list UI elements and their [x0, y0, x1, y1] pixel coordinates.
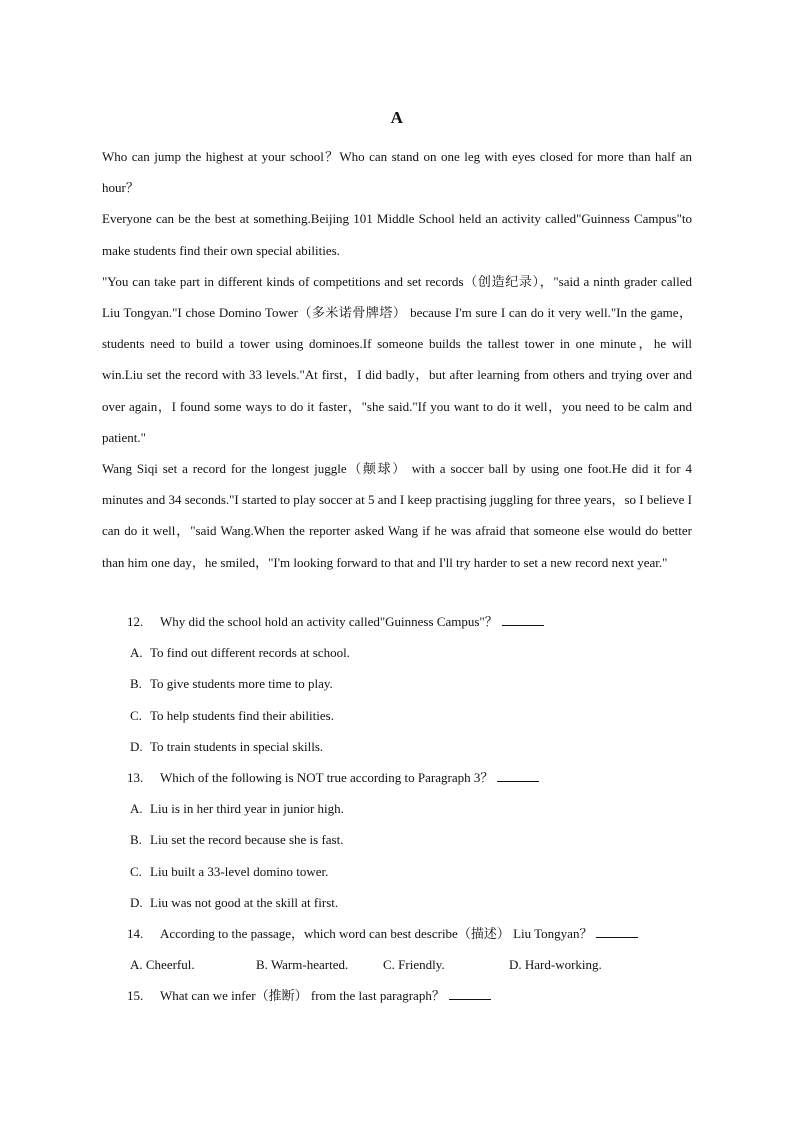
question-list	[102, 606, 692, 1012]
option-text: To find out different records at school.	[150, 645, 350, 661]
question-number: 14.	[127, 926, 144, 942]
option-text: To help students find their abilities.	[150, 707, 334, 723]
option-13-c[interactable]	[102, 856, 692, 887]
answer-blank[interactable]	[596, 925, 638, 938]
option-14-a[interactable]	[130, 949, 256, 980]
reading-passage	[102, 141, 692, 578]
answer-blank[interactable]	[497, 769, 539, 782]
option-letter: C.	[130, 863, 142, 879]
option-letter: A.	[130, 957, 143, 973]
option-letter: B.	[130, 832, 142, 848]
option-letter: B.	[256, 957, 268, 973]
question-15	[102, 980, 692, 1011]
section-title: A	[390, 108, 404, 127]
option-12-c[interactable]	[102, 700, 692, 731]
passage-paragraph-4: Wang Siqi set a record for the longest juggle（颠球） with a soccer ball by using one foot.He did it for 4 minutes and 34 seconds."I started to play soccer at 5 and I keep practising juggling for three years，so I believe I can do it well，"said Wang.When the reporter asked Wang if he was afraid that someone else would do better than him one day，he smiled，"I'm looking forward to that and I'll try harder to set a new record next year."	[102, 461, 692, 570]
options-row-14	[102, 949, 692, 980]
option-letter: A.	[130, 801, 143, 817]
option-13-d[interactable]	[102, 887, 692, 918]
question-13	[102, 762, 692, 793]
answer-blank[interactable]	[502, 613, 544, 626]
question-text: Why did the school hold an activity called"Guinness Campus"？	[160, 614, 498, 629]
option-letter: C.	[130, 707, 142, 723]
question-text: What can we infer（推断） from the last paragraph？	[160, 988, 445, 1004]
option-text: Warm-hearted.	[270, 957, 349, 973]
option-letter: A.	[130, 645, 143, 661]
option-text: Liu built a 33-level domino tower.	[150, 863, 329, 879]
passage-paragraph-2: Everyone can be the best at something.Beijing 101 Middle School held an activity called"Guinness Campus"to make students find their own special abilities.	[102, 211, 692, 258]
question-12	[102, 606, 692, 637]
question-14	[102, 918, 692, 949]
option-12-b[interactable]	[102, 668, 692, 699]
question-number: 13.	[127, 770, 144, 786]
option-text: To give students more time to play.	[150, 676, 333, 692]
question-number: 12.	[127, 614, 144, 629]
passage-paragraph-3: "You can take part in different kinds of competitions and set records（创造纪录），"said a ninth grader called Liu Tongyan."I chose Domino Tower（多米诺骨牌塔） because I'm sure I can do it very well."In the game，students need to build a tower using dominoes.If someone builds the tallest tower in one minute，he will win.Liu set the record with 33 levels."At first，I did badly，but after learning from others and trying over and over again，I found some ways to do it faster，"she said."If you want to do it well，you need to be calm and patient."	[102, 273, 692, 445]
passage-paragraph-1: Who can jump the highest at your school？Who can stand on one leg with eyes closed for more than half an hour？	[102, 149, 692, 196]
option-text: Hard-working.	[524, 957, 602, 973]
option-text: Liu was not good at the skill at first.	[150, 894, 339, 910]
option-14-d[interactable]	[509, 949, 602, 980]
option-text: Friendly.	[398, 957, 445, 973]
option-text: Liu set the record because she is fast.	[150, 832, 344, 848]
option-12-a[interactable]	[102, 637, 692, 668]
option-letter: D.	[130, 738, 143, 754]
question-number: 15.	[127, 988, 144, 1004]
option-letter: D.	[509, 957, 522, 973]
option-letter: D.	[130, 894, 143, 910]
option-14-c[interactable]	[383, 949, 509, 980]
option-13-b[interactable]	[102, 824, 692, 855]
option-letter: C.	[383, 957, 395, 973]
option-text: Cheerful.	[145, 957, 195, 973]
option-13-a[interactable]	[102, 793, 692, 824]
question-text: Which of the following is NOT true according to Paragraph 3？	[160, 770, 494, 786]
option-letter: B.	[130, 676, 142, 692]
option-text: To train students in special skills.	[150, 738, 324, 754]
option-12-d[interactable]	[102, 731, 692, 762]
option-text: Liu is in her third year in junior high.	[150, 801, 344, 817]
answer-blank[interactable]	[449, 987, 491, 1000]
question-text: According to the passage，which word can best describe（描述） Liu Tongyan？	[160, 926, 593, 942]
option-14-b[interactable]	[256, 949, 383, 980]
